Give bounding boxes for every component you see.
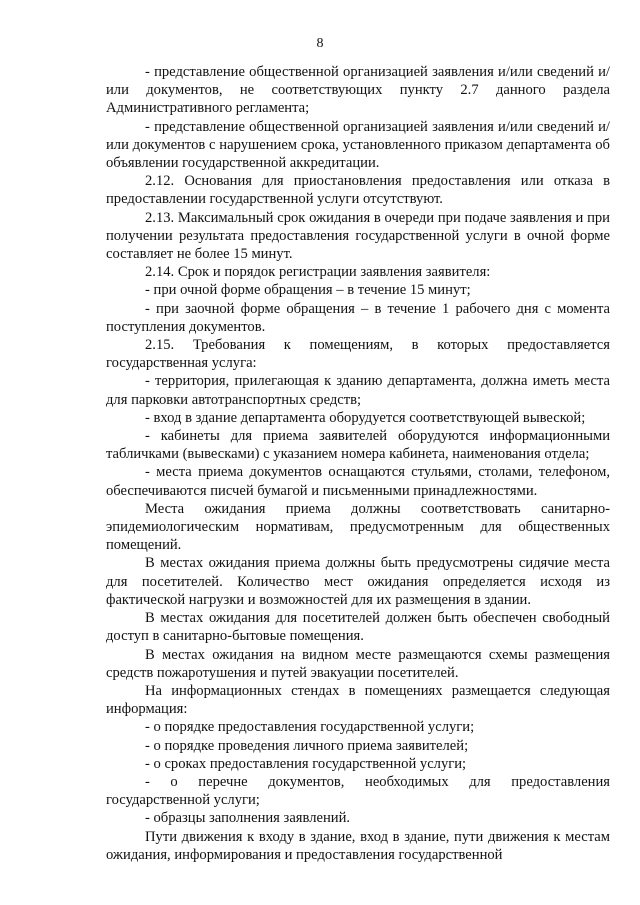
paragraph: 2.12. Основания для приостановления предоставления или отказа в предоставлении государственной услуги отсутствуют. — [106, 173, 610, 208]
paragraph: - места приема документов оснащаются стульями, столами, телефоном, обеспечиваются писчей бумагой и письменными принадлежностями. — [106, 464, 610, 499]
page-number: 8 — [316, 36, 324, 51]
paragraph: В местах ожидания для посетителей должен быть обеспечен свободный доступ в санитарно-бытовые помещения. — [106, 610, 610, 645]
paragraph: - при очной форме обращения – в течение 15 минут; — [145, 282, 471, 299]
paragraph: В местах ожидания на видном месте размещаются схемы размещения средств пожаротушения и путей эвакуации посетителей. — [106, 646, 610, 681]
body-text — [106, 63, 610, 864]
paragraph: - представление общественной организацией заявления и/или сведений и/или документов, не соответствующих пункту 2.7 данного раздела Административного регламента; — [106, 64, 610, 117]
paragraph: - о перечне документов, необходимых для предоставления государственной услуги; — [106, 773, 610, 809]
paragraph: - образцы заполнения заявлений. — [145, 810, 351, 827]
paragraph: 2.14. Срок и порядок регистрации заявления заявителя: — [145, 264, 491, 281]
paragraph: - вход в здание департамента оборудуется соответствующей вывеской; — [145, 409, 586, 426]
paragraph: - кабинеты для приема заявителей оборудуются информационными табличками (вывесками) с указанием номера кабинета, наименования отдела; — [106, 428, 610, 463]
paragraph: - территория, прилегающая к зданию департамента, должна иметь места для парковки автотранспортных средств; — [106, 373, 610, 408]
paragraph: - при заочной форме обращения – в течение 1 рабочего дня с момента поступления документов. — [106, 300, 610, 335]
paragraph: Места ожидания приема должны соответствовать санитарно-эпидемиологическим нормативам, предусмотренным для общественных помещений. — [106, 500, 610, 554]
paragraph: В местах ожидания приема должны быть предусмотрены сидячие места для посетителей. Количество мест ожидания определяется исходя из фактической нагрузки и возможностей для их размещения в здании. — [106, 555, 610, 608]
paragraph: На информационных стендах в помещениях размещается следующая информация: — [106, 682, 610, 718]
paragraph: 2.13. Максимальный срок ожидания в очереди при подаче заявления и при получении результата предоставления государственной услуги в очной форме составляет не более 15 минут. — [106, 209, 610, 263]
paragraph: - представление общественной организацией заявления и/или сведений и/или документов с нарушением срока, установленного приказом департамента об объявлении государственной аккредитации. — [106, 118, 610, 172]
paragraph: 2.15. Требования к помещениям, в которых предоставляется государственная услуга: — [106, 337, 610, 372]
paragraph: - о сроках предоставления государственной услуги; — [145, 755, 467, 772]
paragraph: - о порядке предоставления государственной услуги; — [145, 719, 475, 736]
paragraph: Пути движения к входу в здание, вход в здание, пути движения к местам ожидания, информирования и предоставления государственной — [106, 828, 610, 863]
paragraph: - о порядке проведения личного приема заявителей; — [145, 737, 469, 754]
